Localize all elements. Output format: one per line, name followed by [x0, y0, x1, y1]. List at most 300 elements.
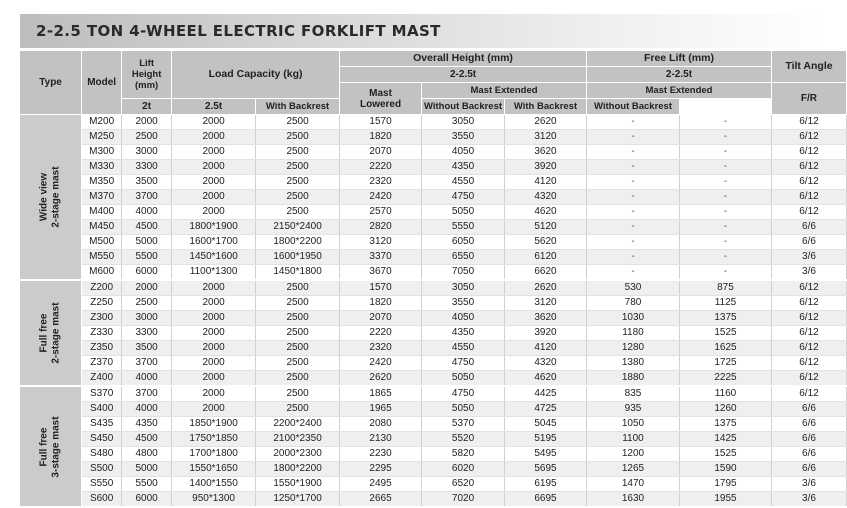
cell-load-2t: 2000	[172, 145, 256, 160]
cell-model: M330	[82, 160, 122, 175]
cell-free-with-backrest: 780	[587, 296, 680, 311]
cell-overall-with-backrest: 3050	[422, 115, 505, 130]
cell-load-25t: 2500	[256, 280, 340, 296]
cell-model: S435	[82, 417, 122, 432]
table-row	[20, 220, 847, 235]
cell-tilt-fr: 6/12	[771, 115, 846, 130]
cell-overall-with-backrest: 4350	[422, 326, 505, 341]
title-bar	[20, 14, 827, 48]
cell-load-25t: 2500	[256, 145, 340, 160]
cell-overall-with-backrest: 7020	[422, 492, 505, 508]
header-tilt-angle: Tilt Angle	[771, 51, 846, 83]
cell-tilt-fr: 6/12	[771, 130, 846, 145]
cell-overall-without-backrest: 5195	[505, 432, 587, 447]
cell-tilt-fr: 6/12	[771, 341, 846, 356]
cell-lift-height: 4500	[122, 220, 172, 235]
cell-lift-height: 2000	[122, 280, 172, 296]
cell-tilt-fr: 6/12	[771, 356, 846, 371]
cell-lift-height: 4350	[122, 417, 172, 432]
cell-load-2t: 1550*1650	[172, 462, 256, 477]
table-row	[20, 190, 847, 205]
cell-tilt-fr: 6/12	[771, 280, 846, 296]
cell-model: Z250	[82, 296, 122, 311]
group-label: Full free 3-stage mast	[38, 415, 62, 478]
cell-free-without-backrest: -	[679, 130, 771, 145]
cell-mast-lowered: 3670	[340, 265, 422, 281]
cell-lift-height: 3500	[122, 175, 172, 190]
table-row	[20, 492, 847, 508]
cell-load-2t: 1800*1900	[172, 220, 256, 235]
header-lift-height-label: Lift Height (mm)	[131, 58, 162, 91]
cell-free-without-backrest: 1375	[679, 417, 771, 432]
header-free-with-backrest: With Backrest	[505, 99, 587, 115]
cell-overall-with-backrest: 5820	[422, 447, 505, 462]
cell-lift-height: 3300	[122, 160, 172, 175]
cell-free-without-backrest: -	[679, 265, 771, 281]
cell-overall-with-backrest: 4750	[422, 386, 505, 402]
cell-load-25t: 2500	[256, 175, 340, 190]
header-model: Model	[82, 51, 122, 115]
cell-overall-with-backrest: 5520	[422, 432, 505, 447]
cell-lift-height: 3000	[122, 311, 172, 326]
cell-lift-height: 6000	[122, 492, 172, 508]
cell-load-25t: 1550*1900	[256, 477, 340, 492]
table-row	[20, 250, 847, 265]
cell-mast-lowered: 2130	[340, 432, 422, 447]
cell-load-25t: 2100*2350	[256, 432, 340, 447]
cell-free-with-backrest: 835	[587, 386, 680, 402]
header-mast-lowered	[340, 83, 422, 115]
table-row	[20, 205, 847, 220]
cell-load-25t: 1450*1800	[256, 265, 340, 281]
cell-free-with-backrest: -	[587, 220, 680, 235]
group-label-cell	[20, 280, 82, 386]
cell-tilt-fr: 3/6	[771, 250, 846, 265]
cell-lift-height: 5000	[122, 462, 172, 477]
cell-mast-lowered: 2420	[340, 190, 422, 205]
cell-overall-with-backrest: 3550	[422, 296, 505, 311]
table-row	[20, 477, 847, 492]
cell-lift-height: 6000	[122, 265, 172, 281]
table-header	[20, 51, 847, 115]
cell-overall-without-backrest: 6120	[505, 250, 587, 265]
cell-load-25t: 1250*1700	[256, 492, 340, 508]
cell-load-25t: 2500	[256, 402, 340, 417]
cell-model: M500	[82, 235, 122, 250]
cell-free-without-backrest: 1260	[679, 402, 771, 417]
cell-load-25t: 2500	[256, 356, 340, 371]
cell-load-2t: 2000	[172, 356, 256, 371]
cell-tilt-fr: 6/12	[771, 160, 846, 175]
cell-model: Z200	[82, 280, 122, 296]
cell-free-without-backrest: 1375	[679, 311, 771, 326]
cell-free-with-backrest: -	[587, 205, 680, 220]
cell-model: M550	[82, 250, 122, 265]
cell-overall-without-backrest: 4620	[505, 205, 587, 220]
cell-load-2t: 2000	[172, 190, 256, 205]
cell-overall-without-backrest: 4620	[505, 371, 587, 387]
cell-free-without-backrest: 1525	[679, 326, 771, 341]
cell-load-25t: 2200*2400	[256, 417, 340, 432]
cell-overall-without-backrest: 3620	[505, 145, 587, 160]
cell-tilt-fr: 6/12	[771, 371, 846, 387]
header-mast-extended: Mast Extended	[422, 83, 587, 99]
cell-free-without-backrest: 1590	[679, 462, 771, 477]
cell-overall-with-backrest: 5370	[422, 417, 505, 432]
cell-mast-lowered: 1570	[340, 280, 422, 296]
cell-load-2t: 2000	[172, 160, 256, 175]
header-load-capacity: Load Capacity (kg)	[172, 51, 340, 99]
cell-load-2t: 2000	[172, 341, 256, 356]
cell-load-25t: 2500	[256, 160, 340, 175]
cell-lift-height: 2500	[122, 130, 172, 145]
header-load-25t: 2.5t	[172, 99, 256, 115]
cell-overall-without-backrest: 5120	[505, 220, 587, 235]
cell-free-with-backrest: 1280	[587, 341, 680, 356]
page-title: 2-2.5 TON 4-WHEEL ELECTRIC FORKLIFT MAST	[36, 22, 441, 40]
cell-overall-with-backrest: 4550	[422, 341, 505, 356]
cell-mast-lowered: 2570	[340, 205, 422, 220]
header-tilt-fr: F/R	[771, 83, 846, 115]
cell-free-without-backrest: -	[679, 175, 771, 190]
cell-mast-lowered: 2295	[340, 462, 422, 477]
cell-free-with-backrest: -	[587, 175, 680, 190]
cell-mast-lowered: 2420	[340, 356, 422, 371]
cell-model: Z300	[82, 311, 122, 326]
group-label-cell	[20, 115, 82, 281]
cell-lift-height: 3000	[122, 145, 172, 160]
cell-load-2t: 2000	[172, 175, 256, 190]
table-row	[20, 371, 847, 387]
cell-overall-with-backrest: 6050	[422, 235, 505, 250]
cell-free-without-backrest: -	[679, 205, 771, 220]
cell-free-without-backrest: 1955	[679, 492, 771, 508]
cell-free-without-backrest: -	[679, 190, 771, 205]
cell-model: S600	[82, 492, 122, 508]
cell-load-25t: 2500	[256, 386, 340, 402]
cell-overall-with-backrest: 6550	[422, 250, 505, 265]
cell-tilt-fr: 6/12	[771, 386, 846, 402]
cell-free-without-backrest: 1725	[679, 356, 771, 371]
cell-load-2t: 2000	[172, 115, 256, 130]
cell-load-2t: 950*1300	[172, 492, 256, 508]
cell-free-with-backrest: -	[587, 115, 680, 130]
table-row	[20, 265, 847, 281]
table-row	[20, 235, 847, 250]
cell-load-2t: 1450*1600	[172, 250, 256, 265]
cell-model: Z370	[82, 356, 122, 371]
cell-overall-with-backrest: 4350	[422, 160, 505, 175]
cell-mast-lowered: 2220	[340, 160, 422, 175]
cell-free-without-backrest: -	[679, 235, 771, 250]
table-row	[20, 386, 847, 402]
cell-load-2t: 2000	[172, 371, 256, 387]
cell-model: S500	[82, 462, 122, 477]
cell-load-25t: 2500	[256, 371, 340, 387]
table-row	[20, 145, 847, 160]
cell-mast-lowered: 1820	[340, 296, 422, 311]
table-row	[20, 447, 847, 462]
cell-free-without-backrest: -	[679, 220, 771, 235]
group-label-cell	[20, 386, 82, 507]
cell-overall-without-backrest: 4725	[505, 402, 587, 417]
cell-free-with-backrest: -	[587, 265, 680, 281]
table-row	[20, 326, 847, 341]
cell-overall-without-backrest: 3920	[505, 160, 587, 175]
cell-overall-with-backrest: 4050	[422, 145, 505, 160]
cell-model: M450	[82, 220, 122, 235]
cell-mast-lowered: 3120	[340, 235, 422, 250]
cell-free-with-backrest: -	[587, 130, 680, 145]
cell-tilt-fr: 6/12	[771, 296, 846, 311]
table-row	[20, 432, 847, 447]
cell-load-2t: 2000	[172, 130, 256, 145]
cell-load-2t: 1750*1850	[172, 432, 256, 447]
cell-model: Z350	[82, 341, 122, 356]
cell-load-25t: 2500	[256, 341, 340, 356]
cell-free-without-backrest: 1525	[679, 447, 771, 462]
cell-tilt-fr: 6/12	[771, 190, 846, 205]
cell-load-2t: 2000	[172, 311, 256, 326]
cell-mast-lowered: 1820	[340, 130, 422, 145]
cell-free-without-backrest: -	[679, 145, 771, 160]
cell-tilt-fr: 3/6	[771, 477, 846, 492]
cell-free-with-backrest: 1180	[587, 326, 680, 341]
cell-free-with-backrest: -	[587, 250, 680, 265]
cell-mast-lowered: 1865	[340, 386, 422, 402]
cell-overall-without-backrest: 3120	[505, 130, 587, 145]
cell-mast-lowered: 2320	[340, 341, 422, 356]
cell-overall-without-backrest: 4320	[505, 190, 587, 205]
cell-load-25t: 2000*2300	[256, 447, 340, 462]
cell-overall-without-backrest: 3620	[505, 311, 587, 326]
cell-model: M200	[82, 115, 122, 130]
cell-mast-lowered: 1570	[340, 115, 422, 130]
cell-free-with-backrest: 935	[587, 402, 680, 417]
cell-tilt-fr: 6/12	[771, 175, 846, 190]
cell-overall-without-backrest: 4320	[505, 356, 587, 371]
cell-overall-with-backrest: 3550	[422, 130, 505, 145]
cell-tilt-fr: 3/6	[771, 265, 846, 281]
cell-lift-height: 4800	[122, 447, 172, 462]
cell-load-2t: 2000	[172, 205, 256, 220]
cell-free-with-backrest: 1630	[587, 492, 680, 508]
cell-load-2t: 2000	[172, 402, 256, 417]
cell-load-2t: 1700*1800	[172, 447, 256, 462]
table-row	[20, 280, 847, 296]
cell-load-25t: 2500	[256, 311, 340, 326]
cell-lift-height: 5500	[122, 250, 172, 265]
cell-load-2t: 1600*1700	[172, 235, 256, 250]
cell-overall-with-backrest: 4750	[422, 356, 505, 371]
cell-load-2t: 2000	[172, 326, 256, 341]
cell-free-without-backrest: 1625	[679, 341, 771, 356]
cell-lift-height: 3700	[122, 356, 172, 371]
cell-load-25t: 2500	[256, 190, 340, 205]
cell-overall-with-backrest: 7050	[422, 265, 505, 281]
cell-overall-without-backrest: 5695	[505, 462, 587, 477]
cell-free-with-backrest: 1470	[587, 477, 680, 492]
cell-overall-without-backrest: 5495	[505, 447, 587, 462]
cell-lift-height: 4000	[122, 402, 172, 417]
table-row	[20, 311, 847, 326]
cell-mast-lowered: 2070	[340, 145, 422, 160]
cell-tilt-fr: 6/12	[771, 326, 846, 341]
cell-overall-without-backrest: 3920	[505, 326, 587, 341]
cell-mast-lowered: 2320	[340, 175, 422, 190]
cell-overall-without-backrest: 2620	[505, 115, 587, 130]
cell-free-with-backrest: -	[587, 235, 680, 250]
cell-free-with-backrest: 1265	[587, 462, 680, 477]
cell-free-without-backrest: 1425	[679, 432, 771, 447]
cell-load-25t: 2150*2400	[256, 220, 340, 235]
cell-tilt-fr: 6/6	[771, 432, 846, 447]
cell-lift-height: 5000	[122, 235, 172, 250]
table-row	[20, 402, 847, 417]
cell-model: M300	[82, 145, 122, 160]
cell-overall-without-backrest: 3120	[505, 296, 587, 311]
cell-overall-without-backrest: 5045	[505, 417, 587, 432]
cell-load-2t: 1850*1900	[172, 417, 256, 432]
cell-tilt-fr: 6/6	[771, 462, 846, 477]
cell-load-2t: 1400*1550	[172, 477, 256, 492]
cell-overall-with-backrest: 5050	[422, 402, 505, 417]
cell-mast-lowered: 2620	[340, 371, 422, 387]
table-row	[20, 356, 847, 371]
cell-free-without-backrest: 1795	[679, 477, 771, 492]
cell-overall-with-backrest: 5550	[422, 220, 505, 235]
table-row	[20, 417, 847, 432]
cell-mast-lowered: 2070	[340, 311, 422, 326]
cell-load-2t: 2000	[172, 386, 256, 402]
header-type: Type	[20, 51, 82, 115]
cell-tilt-fr: 6/12	[771, 311, 846, 326]
cell-overall-with-backrest: 3050	[422, 280, 505, 296]
header-overall-height: Overall Height (mm)	[340, 51, 587, 67]
cell-overall-with-backrest: 5050	[422, 205, 505, 220]
cell-model: M400	[82, 205, 122, 220]
table-row	[20, 462, 847, 477]
group-label: Full free 2-stage mast	[38, 302, 62, 364]
cell-overall-with-backrest: 5050	[422, 371, 505, 387]
cell-load-2t: 2000	[172, 280, 256, 296]
cell-lift-height: 3700	[122, 190, 172, 205]
header-without-backrest: Without Backrest	[422, 99, 505, 115]
cell-free-with-backrest: 1050	[587, 417, 680, 432]
cell-overall-without-backrest: 2620	[505, 280, 587, 296]
cell-overall-with-backrest: 4050	[422, 311, 505, 326]
cell-mast-lowered: 2230	[340, 447, 422, 462]
header-free-lift: Free Lift (mm)	[587, 51, 772, 67]
header-load-2t: 2t	[122, 99, 172, 115]
table-body	[20, 115, 847, 508]
cell-mast-lowered: 3370	[340, 250, 422, 265]
cell-lift-height: 2500	[122, 296, 172, 311]
cell-free-without-backrest: 2225	[679, 371, 771, 387]
table-row	[20, 175, 847, 190]
header-free-without-backrest: Without Backrest	[587, 99, 680, 115]
cell-free-with-backrest: 530	[587, 280, 680, 296]
cell-free-with-backrest: 1380	[587, 356, 680, 371]
cell-load-25t: 1800*2200	[256, 462, 340, 477]
cell-overall-with-backrest: 4750	[422, 190, 505, 205]
cell-tilt-fr: 6/6	[771, 402, 846, 417]
cell-model: S550	[82, 477, 122, 492]
cell-mast-lowered: 2820	[340, 220, 422, 235]
cell-tilt-fr: 6/6	[771, 417, 846, 432]
group-label: Wide view 2-stage mast	[38, 166, 62, 228]
cell-free-without-backrest: 875	[679, 280, 771, 296]
cell-mast-lowered: 2665	[340, 492, 422, 508]
cell-lift-height: 2000	[122, 115, 172, 130]
cell-free-without-backrest: -	[679, 250, 771, 265]
cell-overall-without-backrest: 6695	[505, 492, 587, 508]
cell-load-2t: 2000	[172, 296, 256, 311]
cell-lift-height: 4500	[122, 432, 172, 447]
cell-model: M370	[82, 190, 122, 205]
table-row	[20, 296, 847, 311]
cell-load-2t: 1100*1300	[172, 265, 256, 281]
cell-lift-height: 3700	[122, 386, 172, 402]
cell-load-25t: 2500	[256, 130, 340, 145]
table-row	[20, 115, 847, 130]
cell-load-25t: 2500	[256, 115, 340, 130]
cell-tilt-fr: 3/6	[771, 492, 846, 508]
cell-load-25t: 2500	[256, 205, 340, 220]
cell-overall-without-backrest: 5620	[505, 235, 587, 250]
cell-lift-height: 3500	[122, 341, 172, 356]
cell-mast-lowered: 2220	[340, 326, 422, 341]
cell-free-without-backrest: -	[679, 115, 771, 130]
mast-spec-table	[20, 51, 847, 508]
cell-load-25t: 1600*1950	[256, 250, 340, 265]
table-row	[20, 160, 847, 175]
cell-lift-height: 3300	[122, 326, 172, 341]
cell-mast-lowered: 2495	[340, 477, 422, 492]
cell-model: S480	[82, 447, 122, 462]
cell-free-with-backrest: -	[587, 145, 680, 160]
cell-free-without-backrest: -	[679, 160, 771, 175]
header-free-mast-extended: Mast Extended	[587, 83, 772, 99]
cell-model: S450	[82, 432, 122, 447]
cell-free-with-backrest: 1200	[587, 447, 680, 462]
cell-overall-without-backrest: 4425	[505, 386, 587, 402]
cell-model: S400	[82, 402, 122, 417]
cell-lift-height: 4000	[122, 371, 172, 387]
cell-tilt-fr: 6/6	[771, 447, 846, 462]
cell-load-25t: 2500	[256, 326, 340, 341]
cell-lift-height: 5500	[122, 477, 172, 492]
cell-load-25t: 2500	[256, 296, 340, 311]
cell-tilt-fr: 6/12	[771, 205, 846, 220]
cell-free-without-backrest: 1160	[679, 386, 771, 402]
cell-free-with-backrest: -	[587, 160, 680, 175]
cell-overall-with-backrest: 6020	[422, 462, 505, 477]
cell-overall-with-backrest: 6520	[422, 477, 505, 492]
cell-free-with-backrest: 1100	[587, 432, 680, 447]
cell-free-with-backrest: 1880	[587, 371, 680, 387]
cell-model: Z400	[82, 371, 122, 387]
cell-overall-with-backrest: 4550	[422, 175, 505, 190]
cell-model: M250	[82, 130, 122, 145]
cell-model: M600	[82, 265, 122, 281]
cell-free-with-backrest: 1030	[587, 311, 680, 326]
cell-model: S370	[82, 386, 122, 402]
header-mast-lowered-label: Mast Lowered	[359, 87, 402, 110]
header-overall-sub: 2-2.5t	[340, 67, 587, 83]
cell-tilt-fr: 6/6	[771, 220, 846, 235]
header-lift-height	[122, 51, 172, 99]
